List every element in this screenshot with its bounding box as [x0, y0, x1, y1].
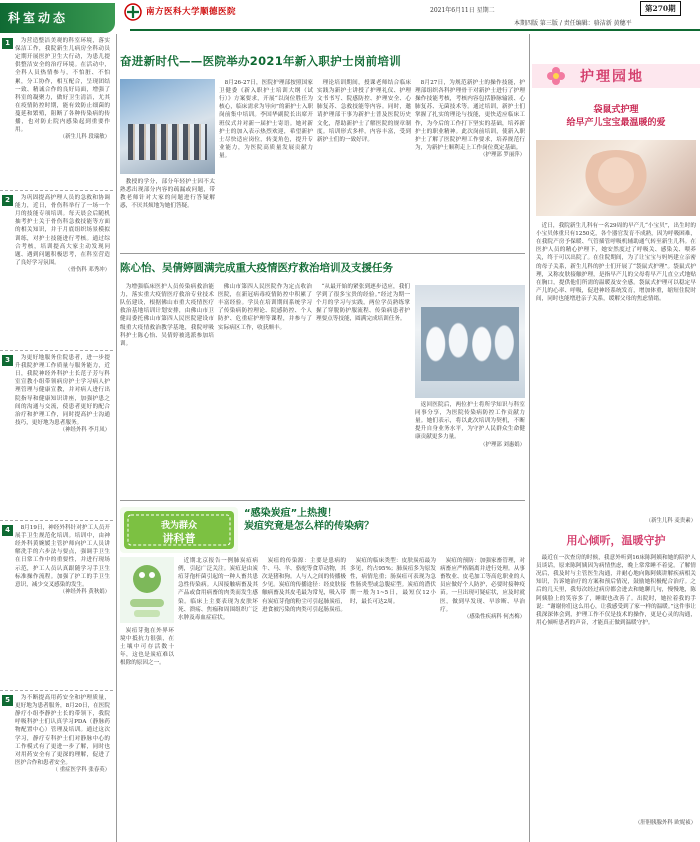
story1-paragraph: 8月26-27日，医院护理部按照国家卫健委《新入职护士培训大纲（试行）》方案要求，开展“以岗位胜任为核心，临床需求为导向”的新护士入职岗前集中培训。李国华副院长出席开班仪式并对新一届护士寄语。她对新护士的加入表示热烈欢迎，希望新护士尽快适应岗位，转变角色，提升专业能力，为医院高质量发展贡献力量。: [219, 80, 313, 159]
training-group-photo: [120, 79, 215, 174]
kangaroo-care-headline: [536, 104, 696, 130]
kangaroo-title-line-2: 给早产儿宝宝最温暖的爱: [566, 118, 666, 129]
left-news-rail: [0, 36, 113, 842]
column-divider: [529, 34, 530, 842]
rail-item-text: 为营造整洁美观的科室环境，落实保洁工作，我院新生儿病房全科动员定期开展医护卫生大行动，为患儿提供整洁安全的治疗环境。在活动中，全科人员热情参与，不怕脏、不怕累，分工协作，相互配合，呈现团结一致、精诚合作的良好局面，增强了科室的凝聚力，做好卫生清洁，尤其在疫情防控时期，能有效防止细菌的蔓延和繁殖，阻断了各种传染病的传播，也对防止院内感染起到重要作用。: [15, 38, 110, 134]
rail-item-number: 5: [2, 695, 13, 706]
nursing-section-title: 护理园地: [580, 69, 644, 85]
story2-paragraph: 为增强临床医护人员传染病救治能力，落实重大疫情医疗救治专业技术队伍建设，根据佛山市重大疫情医疗救治基地培训计划安排，由佛山市卫健局委托佛山市第四人民医院建设市级重大疫情救治教学基地，我院呼吸科护士陈心怡、吴倩婷被选派参加培训。: [120, 284, 214, 347]
badge-line-1: 我为群众: [160, 521, 198, 531]
flower-icon: [546, 66, 566, 86]
issue-number: 第270期: [640, 1, 681, 16]
rail-item-text: 为更好地服务住院患者，进一步提升我院护理工作质量与服务能力，近日，我院神经外科护士长范子芳与科室宣教小组带领病房护士学习病人护理管理与健康宣教，并对病人进行出院指导和健康知识讲座，加强护患之间的沟通与交流，使患者更好的配合治疗和护理工作，同时提高护士沟通技巧，更好地为患者服务。: [15, 355, 110, 426]
rail-item: [0, 36, 113, 191]
story1-headline: 奋进新时代——医院举办2021年新入职护士岗前培训: [120, 54, 402, 68]
story1-paragraph: 8月27日，为规范新护士的操作技能，护理部组织各科护理骨干对新护士进行了护理操作技能考核，考核内容包括静脉输液、心肺复苏、无菌技术等。通过培训，新护士们掌握了扎实的理论与技能，更快适应临床工作，为今后的工作打下坚实的基础，培养新护士的职业精神。此次岗前培训，使新入职护士了解了医院护理工作要求，培养规范行为，为新护士顺利走上工作岗位奠定基础。: [415, 80, 525, 151]
rail-item-signature: （新生儿科 段瑞敏）: [59, 134, 110, 141]
listening-care-signature: （肝胆胰腺外科 欧妮祯）: [634, 820, 696, 826]
story2-headline: 陈心怡、吴倩婷圆满完成重大疫情医疗救治培训及支援任务: [120, 262, 393, 274]
popular-paragraph: 炭疽芽孢在外界环境中抵抗力很强，在土壤中可存活数十年，这也是炭疽难以根除的原因之一。: [120, 628, 174, 667]
rail-item-signature: （神经外科 黄秋娟）: [59, 588, 110, 595]
rail-item-number: 1: [2, 38, 13, 49]
popular-paragraph: 炭疽的传染源：主要是患病的牛、马、羊、骆驼等食草动物，其次是猪和狗。人与人之间的传播极少见。炭疽的传播途径：经皮肤接触病畜及其皮毛最为常见，吸入带有炭疽芽孢的粉尘可引起肺炭疽，进食被污染的肉类可引起肠炭疽。: [262, 558, 346, 613]
story2-signature: （护理部 刘惠娟）: [480, 441, 525, 448]
kangaroo-care-body: 近日，我院新生儿科有一名29周的早产儿“小宝贝”，出生时的小宝贝体重只有1250克，各个器官发育不成熟，因为呼吸困难，在我院产房予保暖、气管插管呼吸机辅助通气转至新生儿科。在医护人员的精心护理下，她安然度过了呼吸关、感染关、喂养关，终于可以出院了。在住院期间，为了让宝宝与妈妈建立亲密的母子关系，新生儿科的护士们开展了“袋鼠式护理”。袋鼠式护理，又称皮肤接触护理，是指早产儿的父母将早产儿直立式地贴在胸口，提供他们所需的温暖及安全感。袋鼠式护理可以稳定早产儿的心率、呼吸，促进神经系统发育，增加体重，缩短住院时间，同时也能增进亲子关系，缓解父母的焦虑情绪。: [536, 223, 696, 302]
story1-paragraph: 教授的学分，部分年轻护士因不太熟悉出现部分内容的疏漏或问题，带教老师针对大家的问题进行答疑解惑，不厌其烦地为她们答疑。: [120, 179, 215, 210]
rail-item: [0, 693, 113, 842]
ppe-team-photo: [415, 285, 525, 398]
kangaroo-care-photo: [536, 140, 696, 216]
popular-title-line-2: 炭疽究竟是怎么样的传染病？: [244, 521, 374, 532]
story1-signature: （护理部 罗丽萍）: [480, 151, 525, 158]
rail-item-text: 为不断提高用药安全和护理质量，更好地为患者服务，8月20日，在医院静疗小组李静护士长的带领下，我院呼吸科护士们认真学习PDA（静脉药物配置中心）管理及培训。通过这次学习，静疗专科护士们对静脉中心的工作模式有了更进一步了解，同时也对用药安全有了更深的理解，促进了医护合作和患者安全。: [15, 695, 110, 766]
header-rule: [130, 29, 700, 31]
rail-item-number: 4: [2, 525, 13, 536]
edition-line: 本期四版 第三版 / 责任编辑：骆洁新 黄穗平: [514, 20, 632, 27]
rail-item: [0, 353, 113, 521]
kangaroo-care-signature: （新生儿科 麦贵素）: [645, 518, 696, 524]
science-talk-badge: [120, 507, 238, 553]
section-banner: [0, 3, 115, 33]
story1-paragraph: 理论培训期间，授课老师结合临床实践为新护士讲授了护理礼仪、护理文书书写、院感防控、护理安全、心肺复苏、急救技能等内容。同时，邀请护理部干事为新护士普及医院历史文化，帮助新护士了解医院的规章制度。培训形式多样，内容丰富，受到新护士们的一致好评。: [317, 80, 411, 143]
listening-care-headline: 用心倾听，温暖守护: [566, 534, 666, 547]
rail-item-signature: （骨伤科 邓秀冲）: [65, 266, 110, 273]
hospital-logo-icon: [124, 3, 142, 21]
rail-item-text: 8月19日，神经外科针对护工人员开展手卫生规范化培训。培训中，由神经外科黄婉媛主管护师向护工人员讲解洗手的六步法与要点，强调手卫生在日常工作中的重要性，并进行现场示范，护工人员认真跟随学习手卫生标准操作流程。加强了护工的手卫生意识，减少交叉感染的发生。: [15, 525, 110, 588]
issue-date: 2021年6月11日 星期二: [430, 7, 495, 14]
paper-name: 南方医科大学顺德医院: [146, 7, 237, 17]
popular-paragraph: 炭疽的临床类型：皮肤炭疽最为多见，约占95%；肺炭疽多为原发性，病情危重；肠炭疽可表现为急性肠炎型或急腹症型。炭疽的潜伏期一般为1~5日，最短仅12小时，最长可达2周。: [350, 558, 436, 605]
popular-science-headline: [244, 507, 525, 533]
popular-paragraph: 炭疽的预防：加强家畜管理，对病畜应严格隔离并进行处理。从事畜牧业、皮毛加工等高危职业的人员应做好个人防护，必要时接种疫苗。一旦出现可疑症状，应及时就医，做到早发现、早诊断、早治疗。: [440, 558, 525, 613]
story2-paragraph: “从最开始的紧张到逐步适应，我们学到了很多宝贵的经验。”经过为期一个月的学习与实践，两位学员熟练掌握了穿脱防护服流程、传染病患者护理要点等技能，圆满完成培训任务。: [316, 284, 410, 323]
rail-item: [0, 523, 113, 691]
kangaroo-title-line-1: 袋鼠式护理: [593, 105, 639, 115]
story-divider: [120, 253, 525, 254]
rail-item-number: 2: [2, 195, 13, 206]
pathogen-illustration-icon: [120, 557, 174, 623]
badge-line-2: 讲科普: [162, 532, 196, 545]
story2-paragraph: 佛山市第四人民医院作为定点收治医院，在新冠病毒疫情防控中积累了丰富经验。学员在培训期间系统学习了传染病防控理论、院感防控、个人防护、危重症护理等课程，并参与了实际病区工作，收获颇丰。: [218, 284, 312, 331]
popular-paragraph: 近期北京报告一例肺炭疽病例，引起广泛关注。炭疽是由炭疽芽孢杆菌引起的一种人畜共患急性传染病。人因接触病畜及其产品或食用病畜的肉类而发生感染。临床上主要表现为皮肤坏死、溃疡、焦痂和周围组织广泛水肿及毒血症症状。: [178, 558, 258, 621]
column-divider: [116, 34, 117, 842]
story-divider: [120, 500, 525, 501]
popular-title-line-1: “感染炭疽”上热搜！: [244, 508, 338, 519]
listening-care-body: 最近在一次查房的时候，我意外听到16床陈阿姨和她的陪护人员谈话，原来陈阿姨因为病情焦虑，晚上常常睡不着觉。了解情况后，我及时与主管医生沟通，并耐心地向陈阿姨讲解疾病相关知识，告诉她治疗的方案和预后情况，鼓励她积极配合治疗。之后的几天里，我每次经过病房都会进去和她聊几句，慢慢地，陈阿姨脸上的笑容多了，睡眠也改善了。出院时，她拉着我的手说：“谢谢你们这么用心，让我感受到了家一样的温暖。”这件事让我深深体会到，护理工作不仅是技术的操作，更是心灵的沟通，用心倾听患者的声音，才能真正做到温暖守护。: [536, 555, 696, 626]
rail-item-signature: （ 重症医学科 张春英）: [52, 766, 110, 773]
rail-item-text: 为巩固提高护理人员的急救和协调能力，近日，骨伤科举行了一场一个月的技能专项培训。每天晨会后随机抽考护士关于骨伤科急救技能等方面的相关知识，并于月底组织场景模拟训练，对护士技能进行考核。通过综合考核，培训提高大家主动发现问题、遇到问题积极思考，在科室营造了良好学习氛围。: [15, 195, 110, 266]
popular-signature: （感染性疾病科 何杰梅）: [463, 613, 525, 620]
section-banner-title: 科室动态: [8, 11, 69, 25]
rail-item-signature: （神经外科 李月凤）: [59, 426, 110, 433]
rail-item-number: 3: [2, 355, 13, 366]
rail-item: [0, 193, 113, 351]
story2-paragraph: 返回医院后，两位护士将所学知识与科室同事分享，为医院传染病防控工作贡献力量。她们表示，将以此次培训为契机，不断提升自身业务水平，为守护人民群众生命健康贡献更多力量。: [415, 402, 525, 441]
